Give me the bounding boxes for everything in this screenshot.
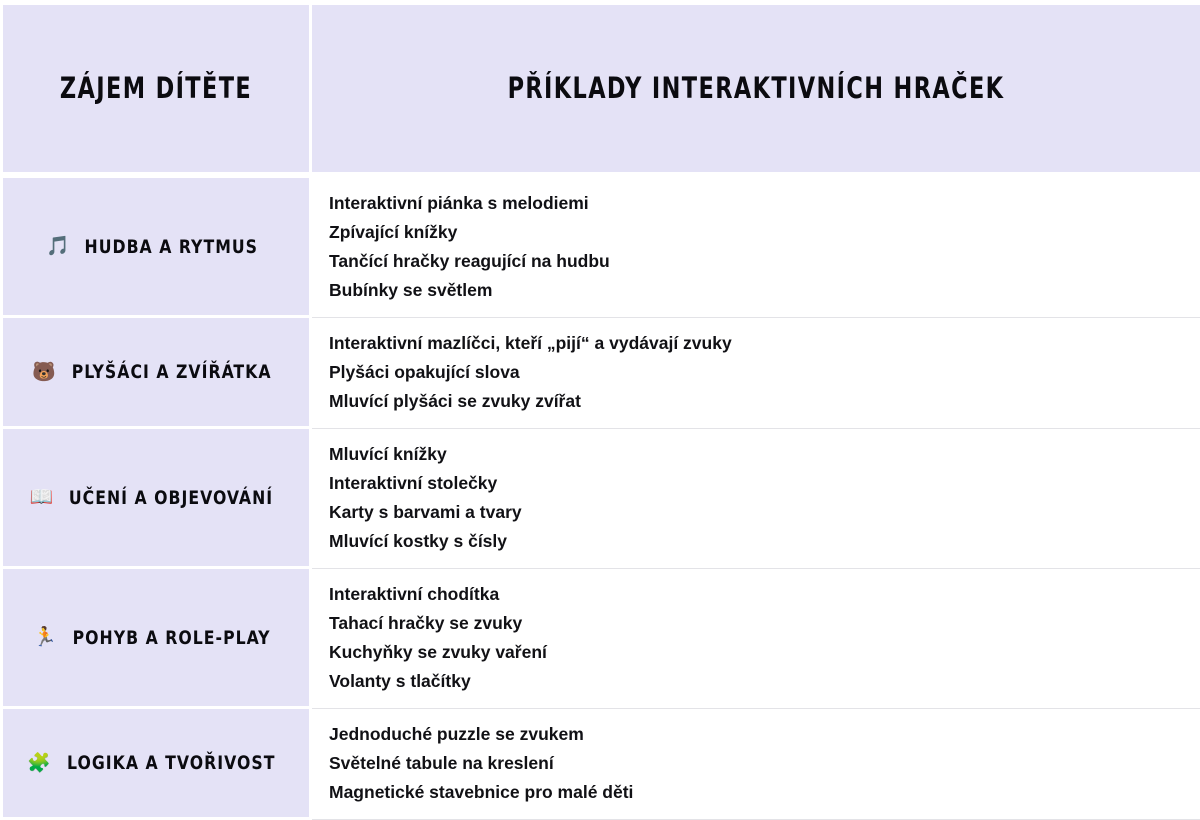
running-person-icon: 🏃 <box>33 626 57 648</box>
musical-note-icon: 🎵 <box>46 235 71 257</box>
interest-cell <box>3 709 312 820</box>
open-book-icon: 📖 <box>29 486 54 508</box>
puzzle-piece-icon: 🧩 <box>27 751 52 774</box>
example-list <box>329 329 1200 416</box>
column-header-interest <box>3 5 312 172</box>
list-item: Plyšáci opakující slova <box>329 362 520 382</box>
list-item: Mluvící kostky s čísly <box>329 531 508 551</box>
list-item: Volanty s tlačítky <box>329 671 471 691</box>
example-list <box>329 440 1200 556</box>
list-item: Magnetické stavebnice pro malé děti <box>329 782 634 802</box>
table-row <box>3 569 1200 709</box>
list-item: Světelné tabule na kreslení <box>329 753 554 773</box>
examples-cell <box>312 318 1200 429</box>
interest-cell <box>3 318 312 429</box>
interest-label: HUDBA A RYTMUS <box>84 235 259 258</box>
examples-cell <box>312 569 1200 709</box>
example-list <box>329 580 1200 696</box>
table-row <box>3 709 1200 820</box>
column-header-examples <box>312 5 1200 172</box>
interest-cell-content <box>3 487 309 509</box>
interactive-toys-table <box>3 5 1200 820</box>
table-data-rows <box>3 178 1200 820</box>
interest-cell-content <box>3 752 309 774</box>
interest-label: LOGIKA A TVOŘIVOST <box>67 752 276 774</box>
table-header <box>3 5 1200 172</box>
list-item: Mluvící knížky <box>329 444 447 464</box>
column-header-interest-label: ZÁJEM DÍTĚTE <box>59 70 253 105</box>
list-item: Interaktivní piánka s melodiemi <box>329 193 589 213</box>
interest-cell-content <box>3 236 309 258</box>
interest-cell <box>3 429 312 569</box>
list-item: Kuchyňky se zvuky vaření <box>329 642 547 662</box>
list-item: Interaktivní chodítka <box>329 584 500 604</box>
list-item: Jednoduché puzzle se zvukem <box>329 724 584 744</box>
list-item: Karty s barvami a tvary <box>329 502 522 522</box>
list-item: Interaktivní stolečky <box>329 473 498 493</box>
list-item: Tančící hračky reagující na hudbu <box>329 251 610 271</box>
table-row <box>3 178 1200 318</box>
list-item: Mluvící plyšáci se zvuky zvířat <box>329 391 581 411</box>
table-row <box>3 429 1200 569</box>
examples-cell <box>312 709 1200 820</box>
example-list <box>329 720 1200 807</box>
interest-label: UČENÍ A OBJEVOVÁNÍ <box>69 486 274 509</box>
interest-cell-content <box>3 361 309 383</box>
interest-cell <box>3 569 312 709</box>
interest-cell-content <box>3 627 309 649</box>
interest-label: PLYŠÁCI A ZVÍŘÁTKA <box>71 361 272 383</box>
list-item: Interaktivní mazlíčci, kteří „pijí“ a vydávají zvuky <box>329 333 732 353</box>
interest-cell <box>3 178 312 318</box>
examples-cell <box>312 429 1200 569</box>
interest-label: POHYB A ROLE-PLAY <box>72 626 271 649</box>
examples-cell <box>312 178 1200 318</box>
list-item: Zpívající knížky <box>329 222 458 242</box>
table-row <box>3 318 1200 429</box>
example-list <box>329 189 1200 305</box>
list-item: Bubínky se světlem <box>329 280 493 300</box>
header-row <box>3 5 1200 172</box>
column-header-examples-label: PŘÍKLADY INTERAKTIVNÍCH HRAČEK <box>507 70 1005 105</box>
list-item: Tahací hračky se zvuky <box>329 613 523 633</box>
bear-face-icon: 🐻 <box>32 360 56 383</box>
